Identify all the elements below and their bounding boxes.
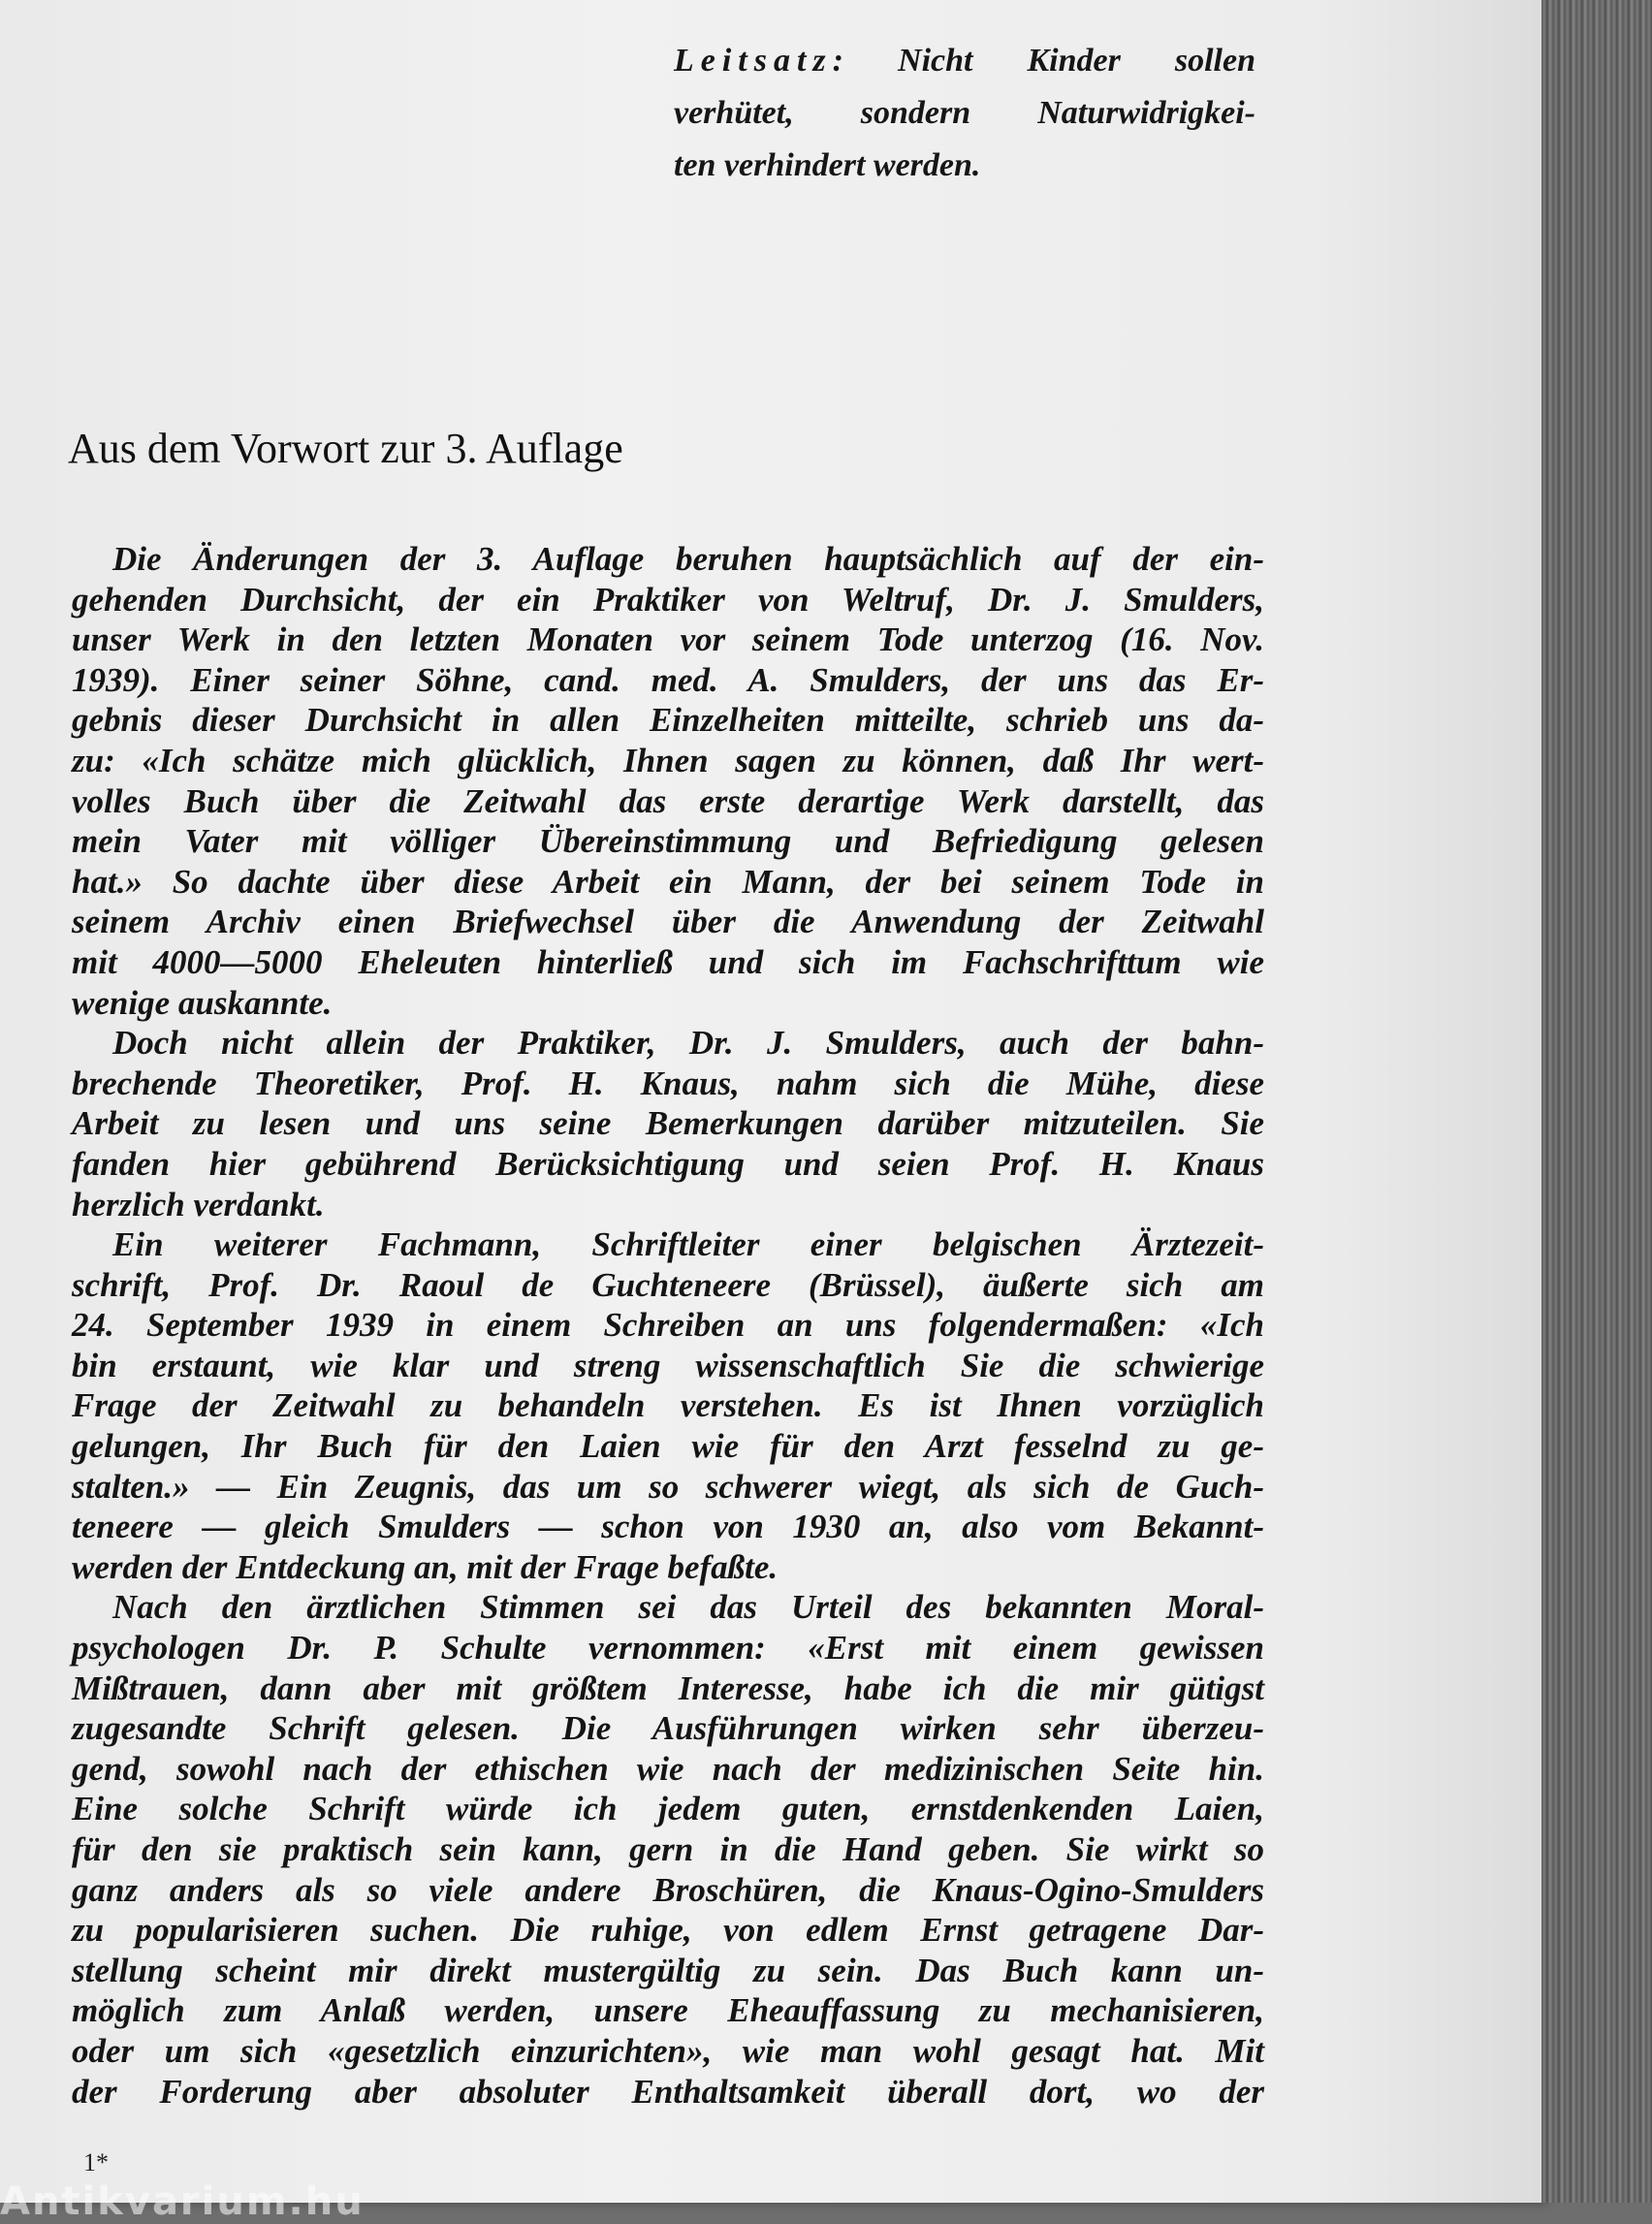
body-line: mein Vater mit völliger Übereinstimmung und Befriedigung gelesen	[72, 822, 1264, 861]
motto-line-2: verhütet, sondern Naturwidrigkei-	[674, 95, 1255, 131]
body-line: mit 4000—5000 Eheleuten hinterließ und sich im Fachschrifttum wie	[72, 942, 1264, 981]
body-line: Mißtrauen, dann aber mit größtem Interesse, habe ich die mir gütigst	[72, 1668, 1264, 1707]
body-line: werden der Entdeckung an, mit der Frage befaßte.	[72, 1547, 778, 1586]
body-line: gelungen, Ihr Buch für den Laien wie für den Arzt fesselnd zu ge-	[72, 1427, 1264, 1466]
body-line: bin erstaunt, wie klar und streng wissenschaftlich Sie die schwierige	[72, 1346, 1264, 1384]
body-line: oder um sich «gesetzlich einzurichten», wie man wohl gesagt hat. Mit	[72, 2031, 1264, 2070]
motto-label: Leitsatz	[674, 43, 833, 79]
body-line: 24. September 1939 in einem Schreiben an uns folgendermaßen: «Ich	[72, 1306, 1264, 1345]
body-line: stalten.» — Ein Zeugnis, das um so schwerer wiegt, als sich de Guch-	[72, 1467, 1264, 1506]
body-line: Doch nicht allein der Praktiker, Dr. J. Smulders, auch der bahn-	[112, 1024, 1264, 1063]
body-line: schrift, Prof. Dr. Raoul de Guchteneere (Brüssel), äußerte sich am	[72, 1265, 1264, 1304]
body-line: zu: «Ich schätze mich glücklich, Ihnen sagen zu können, daß Ihr wert-	[72, 741, 1264, 779]
body-line: wenige auskannte.	[72, 983, 333, 1022]
watermark: Antikvarium.hu	[0, 2179, 365, 2224]
body-line: herzlich verdankt.	[72, 1185, 325, 1223]
body-line: zugesandte Schrift gelesen. Die Ausführungen wirken sehr überzeu-	[72, 1709, 1264, 1748]
body-line: 1939). Einer seiner Söhne, cand. med. A. Smulders, der uns das Er-	[72, 660, 1264, 699]
page-stack-edge	[1541, 0, 1652, 2203]
body-text	[72, 539, 1264, 2112]
body-line: zu popularisieren suchen. Die ruhige, von edlem Ernst getragene Dar-	[72, 1911, 1264, 1950]
body-line: seinem Archiv einen Briefwechsel über die Anwendung der Zeitwahl	[72, 903, 1264, 941]
body-line: Arbeit zu lesen und uns seine Bemerkungen darüber mitzuteilen. Sie	[72, 1104, 1264, 1143]
body-line: ganz anders als so viele andere Broschüren, die Knaus-Ogino-Smulders	[72, 1870, 1264, 1909]
motto	[674, 35, 1255, 192]
body-line: gehenden Durchsicht, der ein Praktiker von Weltruf, Dr. J. Smulders,	[72, 580, 1264, 619]
body-line: teneere — gleich Smulders — schon von 1930 an, also vom Bekannt-	[72, 1508, 1264, 1546]
body-line: gebnis dieser Durchsicht in allen Einzelheiten mitteilte, schrieb uns da-	[72, 701, 1264, 740]
body-line: stellung scheint mir direkt mustergültig zu sein. Das Buch kann un-	[72, 1951, 1264, 1989]
body-line: brechende Theoretiker, Prof. H. Knaus, nahm sich die Mühe, diese	[72, 1064, 1264, 1102]
body-line: fanden hier gebührend Berücksichtigung und seien Prof. H. Knaus	[72, 1144, 1264, 1183]
page-number: 1*	[83, 2148, 109, 2176]
body-line: möglich zum Anlaß werden, unsere Eheauffassung zu mechanisieren,	[72, 1991, 1264, 2030]
body-line: Nach den ärztlichen Stimmen sei das Urteil des bekannten Moral-	[112, 1588, 1264, 1627]
body-line: der Forderung aber absoluter Enthaltsamkeit überall dort, wo der	[72, 2072, 1264, 2111]
body-line: gend, sowohl nach der ethischen wie nach der medizinischen Seite hin.	[72, 1749, 1264, 1788]
body-line: für den sie praktisch sein kann, gern in die Hand geben. Sie wirkt so	[72, 1830, 1264, 1868]
body-line: Die Änderungen der 3. Auflage beruhen hauptsächlich auf der ein-	[112, 540, 1264, 578]
body-line: Frage der Zeitwahl zu behandeln verstehen. Es ist Ihnen vorzüglich	[72, 1386, 1264, 1425]
body-line: psychologen Dr. P. Schulte vernommen: «Erst mit einem gewissen	[72, 1629, 1264, 1668]
body-line: hat.» So dachte über diese Arbeit ein Mann, der bei seinem Tode in	[72, 862, 1264, 901]
body-line: Eine solche Schrift würde ich jedem guten, ernstdenkenden Laien,	[72, 1790, 1264, 1828]
body-line: volles Buch über die Zeitwahl das erste derartige Werk darstellt, das	[72, 781, 1264, 820]
motto-line-3: ten verhindert werden.	[674, 147, 981, 183]
section-heading: Aus dem Vorwort zur 3. Auflage	[68, 425, 623, 472]
motto-line-1: : Nicht Kinder sollen	[832, 43, 1255, 79]
body-line: unser Werk in den letzten Monaten vor seinem Tode unterzog (16. Nov.	[72, 620, 1264, 659]
body-line: Ein weiterer Fachmann, Schriftleiter einer belgischen Ärztezeit-	[112, 1225, 1264, 1264]
